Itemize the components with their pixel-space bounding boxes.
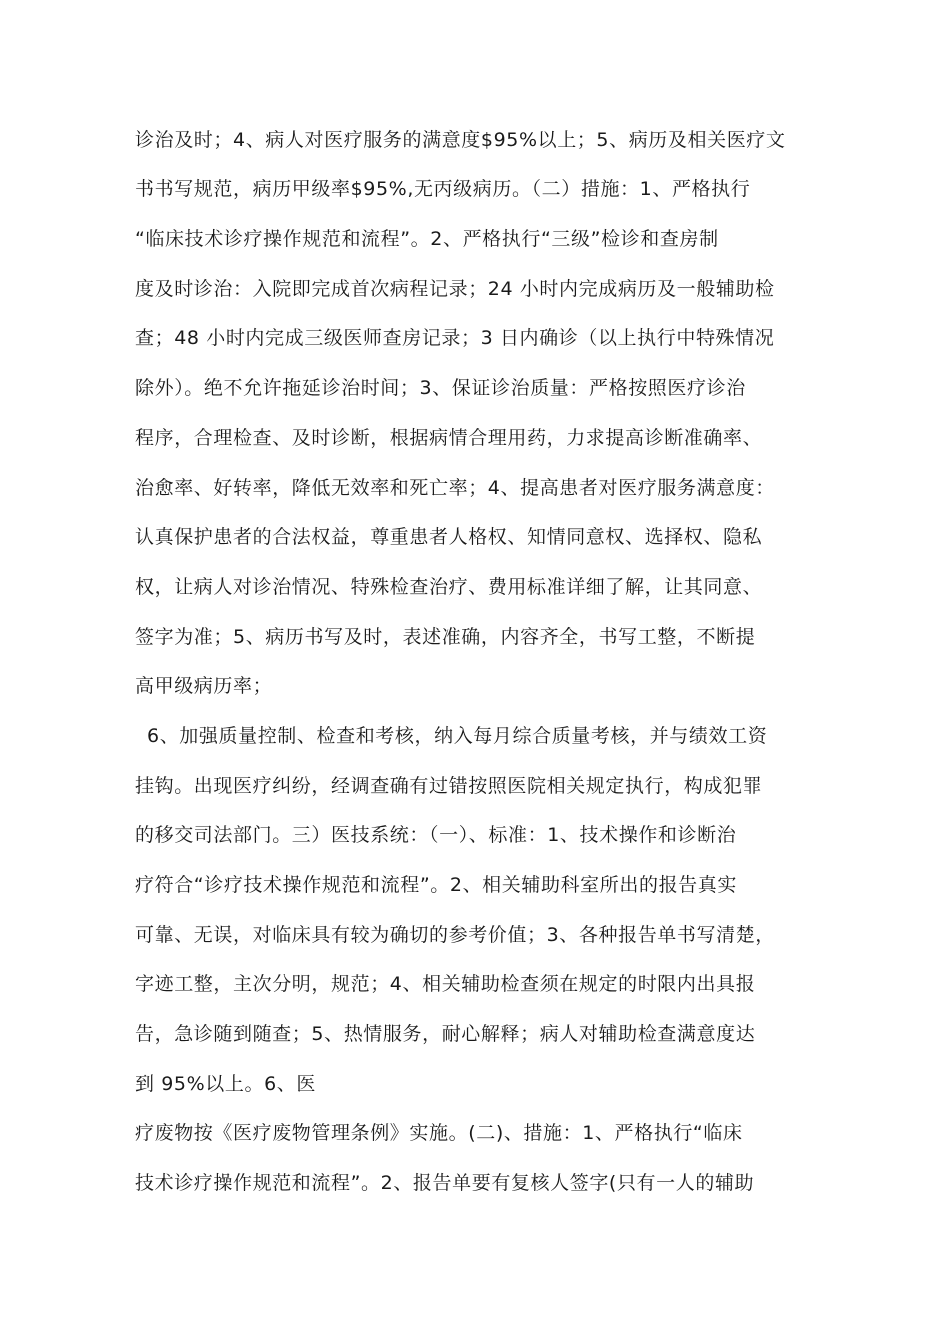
text-line-18: 字迹工整，主次分明，规范；4、相关辅助检查须在规定的时限内出具报 (135, 973, 756, 995)
text-line-8: 治愈率、好转率，降低无效率和死亡率；4、提高患者对医疗服务满意度： (135, 477, 775, 499)
text-line-2: 书书写规范，病历甲级率$95%,无丙级病历。（二）措施：1、严格执行 (135, 178, 751, 200)
text-line-3: “临床技术诊疗操作规范和流程”。2、严格执行“三级”检诊和查房制 (135, 228, 719, 250)
text-line-22: 技术诊疗操作规范和流程”。2、报告单要有复核人签字(只有一人的辅助 (135, 1172, 755, 1194)
text-line-20: 到 95%以上。6、医 (135, 1073, 316, 1095)
text-line-4: 度及时诊治：入院即完成首次病程记录；24 小时内完成病历及一般辅助检 (135, 278, 775, 300)
text-line-5: 查；48 小时内完成三级医师查房记录；3 日内确诊（以上执行中特殊情况 (135, 327, 775, 349)
text-line-14: 挂钩。出现医疗纠纷，经调查确有过错按照医院相关规定执行，构成犯罪 (135, 775, 763, 797)
text-line-17: 可靠、无误，对临床具有较为确切的参考价值；3、各种报告单书写清楚， (135, 924, 775, 946)
text-line-9: 认真保护患者的合法权益，尊重患者人格权、知情同意权、选择权、隐私 (135, 526, 763, 548)
text-line-13: 6、加强质量控制、检查和考核，纳入每月综合质量考核，并与绩效工资 (147, 725, 768, 747)
text-line-12: 高甲级病历率； (135, 675, 273, 697)
text-line-10: 权，让病人对诊治情况、特殊检查治疗、费用标准详细了解，让其同意、 (135, 576, 763, 598)
text-line-1: 诊治及时；4、病人对医疗服务的满意度$95%以上；5、病历及相关医疗文 (135, 129, 786, 151)
text-line-19: 告，急诊随到随查；5、热情服务，耐心解释；病人对辅助检查满意度达 (135, 1023, 756, 1045)
text-line-16: 疗符合“诊疗技术操作规范和流程”。2、相关辅助科室所出的报告真实 (135, 874, 737, 896)
text-line-21: 疗废物按《医疗废物管理条例》实施。(二)、措施：1、严格执行“临床 (135, 1122, 743, 1144)
text-line-11: 签字为准；5、病历书写及时，表述准确，内容齐全，书写工整，不断提 (135, 626, 756, 648)
text-line-6: 除外）。绝不允许拖延诊治时间；3、保证诊治质量：严格按照医疗诊治 (135, 377, 746, 399)
text-line-15: 的移交司法部门。三）医技系统：（一）、标准：1、技术操作和诊断治 (135, 824, 737, 846)
text-line-7: 程序，合理检查、及时诊断，根据病情合理用药，力求提高诊断准确率、 (135, 427, 763, 449)
